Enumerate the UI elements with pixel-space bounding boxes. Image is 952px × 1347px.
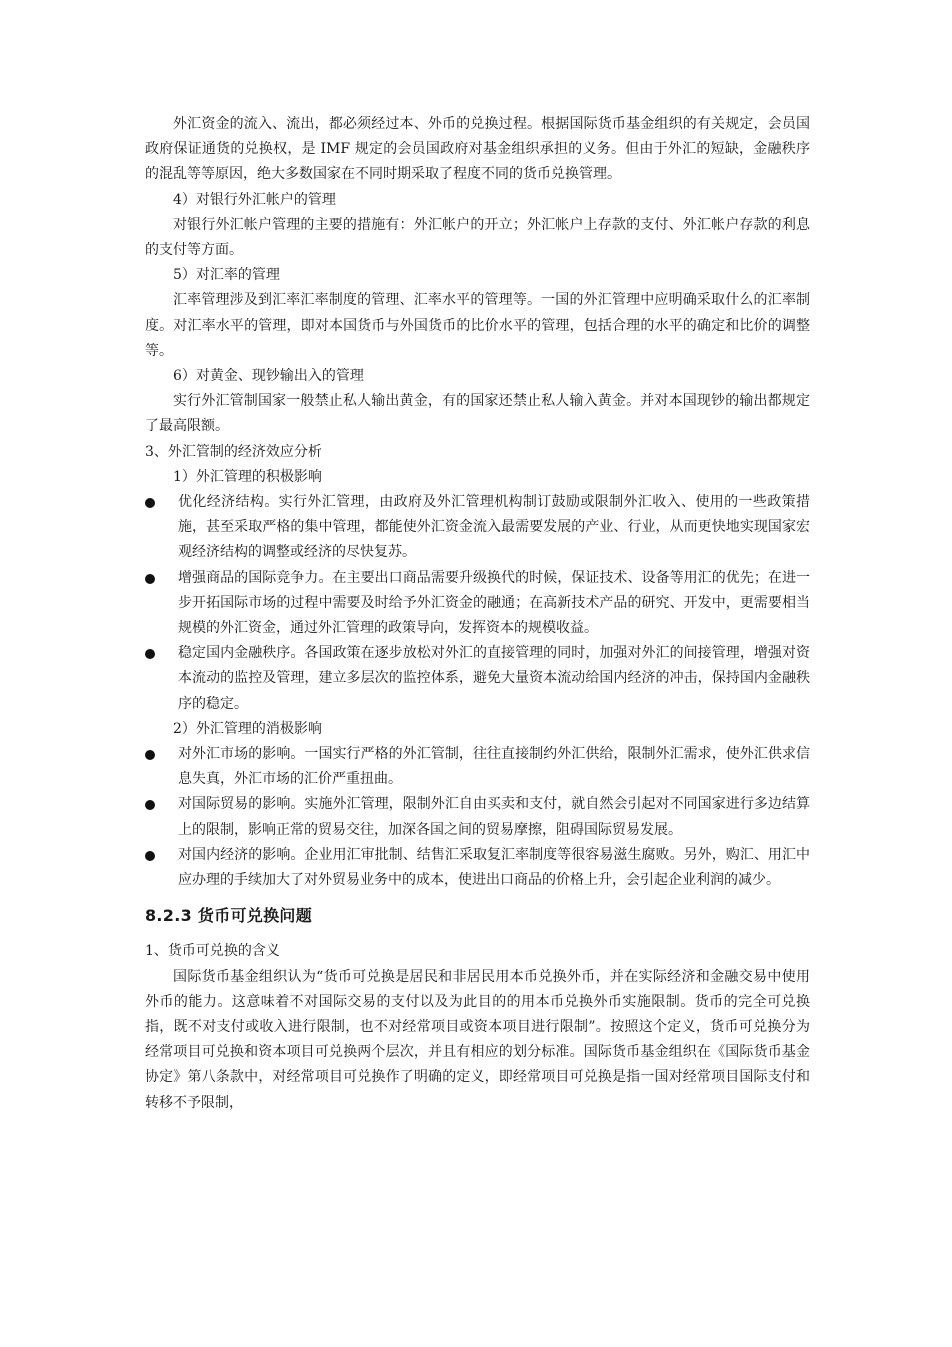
bullet-text: 对国际贸易的影响。实施外汇管理，限制外汇自由买卖和支付，就自然会引起对不同国家进行多边结算上的限制，影响正常的贸易交往，加深各国之间的贸易摩擦，阻碍国际贸易发展。 <box>178 796 810 838</box>
bullet-text: 对国内经济的影响。企业用汇审批制、结售汇采取复汇率制度等很容易滋生腐败。另外，购汇、用汇中应办理的手续加大了对外贸易业务中的成本，使进出口商品的价格上升，会引起企业利润的减少。 <box>178 846 810 889</box>
paragraph-bank-accounts: 对银行外汇帐户管理的主要的措施有：外汇帐户的开立；外汇帐户上存款的支付、外汇帐户存款的利息的支付等方面。 <box>145 216 810 259</box>
subheading-bank-accounts: 4）对银行外汇帐户的管理 <box>173 191 336 208</box>
bullet-item-trade <box>145 792 810 842</box>
heading-convertibility-meaning: 1、货币可兑换的含义 <box>145 943 280 960</box>
bullet-dot-icon <box>145 498 155 508</box>
paragraph-convertibility: 国际货币基金组织认为“货币可兑换是居民和非居民用本币兑换外币，并在实际经济和金融交易中使用外币的能力。这意味着不对国际交易的支付以及为此目的的用本币兑换外币实施限制。货币的完全可兑换指，既不对支付或收入进行限制，也不对经常项目或资本项目进行限制”。按照这个定义，货币可兑换分为经常项目可兑换和资本项目可兑换两个层次，并且有相应的划分标准。国际货币基金组织在《国际货币基金协定》第八条款中，对经常项目可兑换作了明确的定义，即经常项目可兑换是指一国对经常项目国际支付和转移不予限制， <box>145 968 810 1111</box>
bullet-text: 稳定国内金融秩序。各国政策在逐步放松对外汇的直接管理的同时，加强对外汇的间接管理，增强对资本流动的监控及管理，建立多层次的监控体系，避免大量资本流动给国内经济的冲击，保持国内金融秩序的稳定。 <box>178 645 810 712</box>
bullet-item-domestic-economy <box>145 843 810 893</box>
bullet-dot-icon <box>145 574 155 584</box>
document-page <box>145 112 810 1116</box>
bullet-dot-icon <box>145 649 155 659</box>
bullet-text: 优化经济结构。实行外汇管理，由政府及外汇管理机构制订鼓励或限制外汇收入、使用的一些政策措施，甚至采取严格的集中管理，都能使外汇资金流入最需要发展的产业、行业，从而更快地实现国家宏观经济结构的调整或经济的尽快复苏。 <box>178 494 810 561</box>
paragraph-exchange-rate: 汇率管理涉及到汇率汇率制度的管理、汇率水平的管理等。一国的外汇管理中应明确采取什么的汇率制度。对汇率水平的管理，即对本国货币与外国货币的比价水平的管理，包括合理的水平的确定和比价的调整等。 <box>145 292 810 359</box>
subheading-gold-cash: 6）对黄金、现钞输出入的管理 <box>173 368 364 385</box>
bullet-text: 增强商品的国际竞争力。在主要出口商品需要升级换代的时候，保证技术、设备等用汇的优先；在进一步开拓国际市场的过程中需要及时给予外汇资金的融通；在高新技术产品的研究、开发中，更需要相当规模的外汇资金，通过外汇管理的政策导向，发挥资本的规模收益。 <box>178 569 810 637</box>
bullet-text: 对外汇市场的影响。一国实行严格的外汇管制，往往直接制约外汇供给，限制外汇需求，使外汇供求信息失真，外汇市场的汇价严重扭曲。 <box>178 746 810 788</box>
bullet-dot-icon <box>145 800 155 810</box>
bullet-item-structure <box>145 490 810 566</box>
bullet-item-competitiveness <box>145 566 810 642</box>
section-title: 8.2.3 货币可兑换问题 <box>145 906 313 926</box>
bullet-item-financial-order <box>145 641 810 717</box>
paragraph-gold-cash: 实行外汇管制国家一般禁止私人输出黄金，有的国家还禁止私人输入黄金。并对本国现钞的输出都规定了最高限额。 <box>145 393 810 435</box>
subheading-negative-effects: 2）外汇管理的消极影响 <box>173 720 322 737</box>
paragraph-currency-exchange: 外汇资金的流入、流出，都必须经过本、外币的兑换过程。根据国际货币基金组织的有关规定，会员国政府保证通货的兑换权，是 IMF 规定的会员国政府对基金组织承担的义务。但由于外汇的短缺，金融秩序的混乱等等原因，绝大多数国家在不同时期采取了程度不同的货币兑换管理。 <box>145 116 810 183</box>
heading-economic-effects: 3、外汇管制的经济效应分析 <box>145 443 322 460</box>
bullet-dot-icon <box>145 750 155 760</box>
subheading-exchange-rate: 5）对汇率的管理 <box>173 267 280 284</box>
bullet-item-fx-market <box>145 742 810 792</box>
bullet-dot-icon <box>145 851 155 861</box>
subheading-positive-effects: 1）外汇管理的积极影响 <box>173 468 322 485</box>
